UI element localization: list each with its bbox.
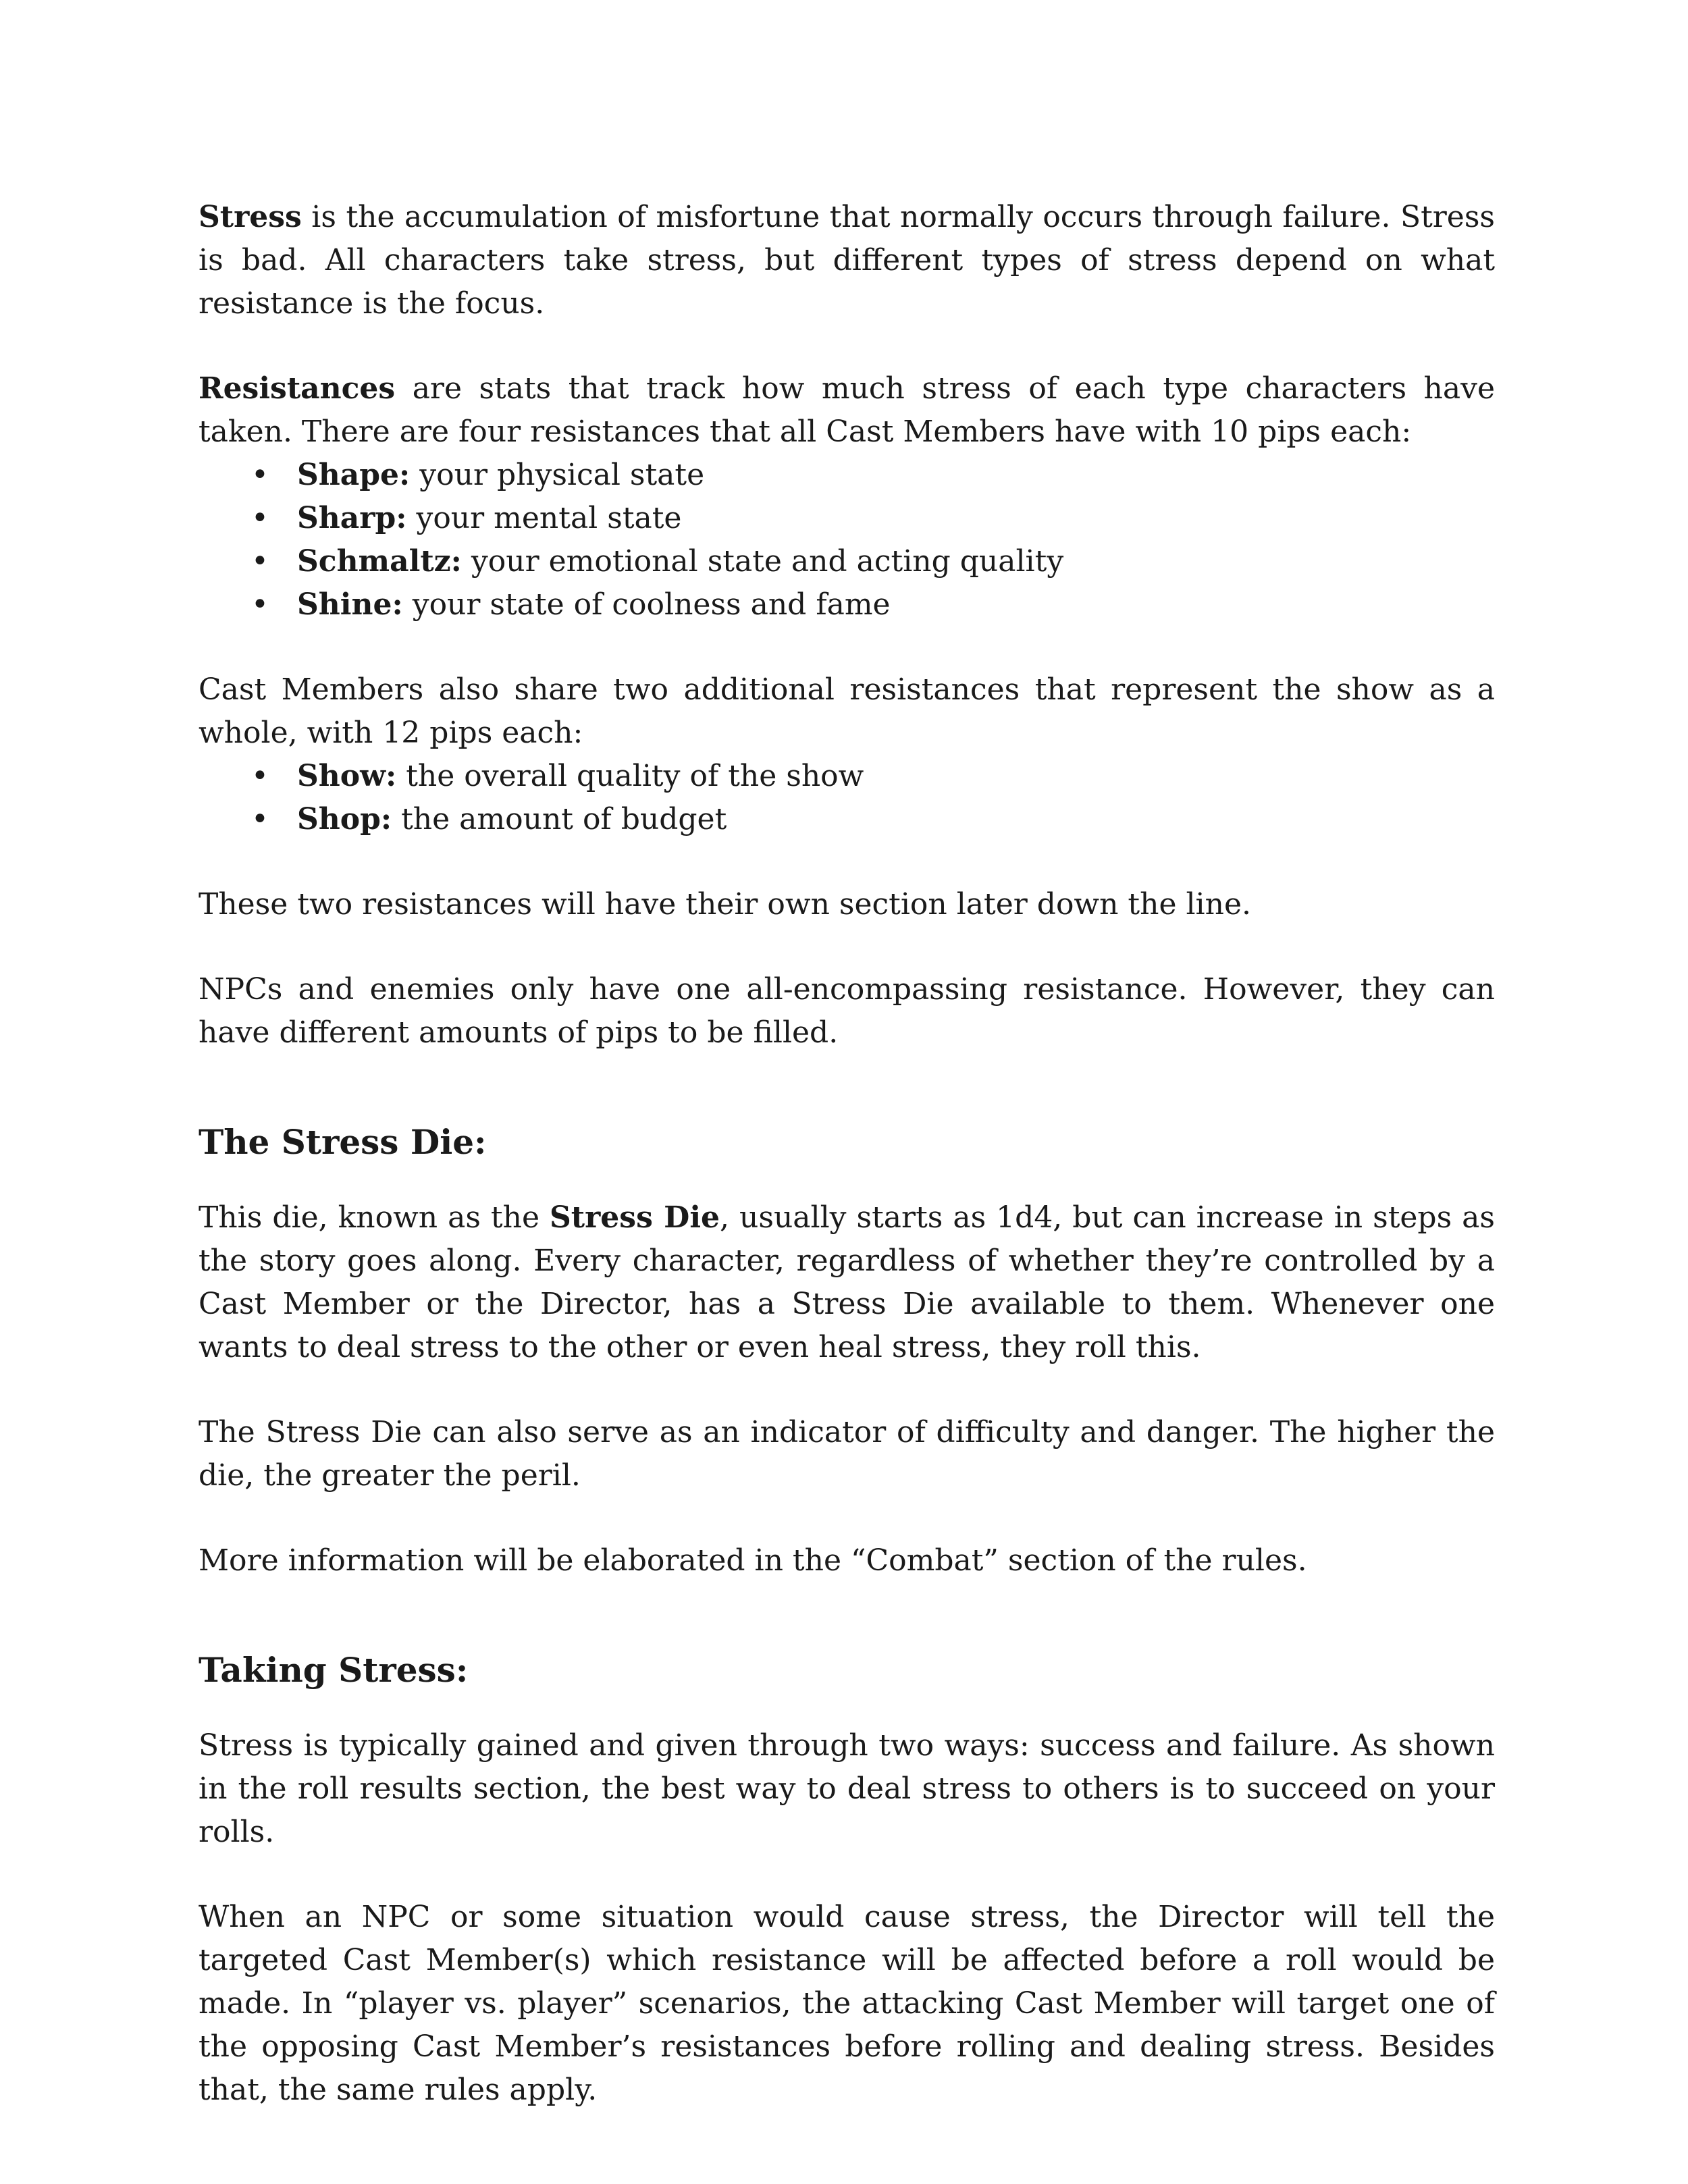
list-item	[199, 454, 1495, 497]
shared-resistances-note: These two resistances will have their own section later down the line.	[199, 887, 1251, 922]
resistance-label: Show:	[297, 759, 397, 793]
npc-resistance-paragraph: NPCs and enemies only have one all-encompassing resistance. However, they can have different amounts of pips to be filled.	[199, 972, 1495, 1050]
personal-resistances-list	[199, 454, 1495, 627]
shared-resistances-list	[199, 755, 1495, 841]
resistance-description: your state of coolness and fame	[402, 587, 891, 622]
resistance-description: the amount of budget	[392, 802, 727, 836]
stress-term: Stress	[199, 200, 302, 234]
document-page	[199, 196, 1495, 2154]
taking-stress-heading: Taking Stress:	[199, 1650, 469, 1690]
shared-resistances-paragraph: Cast Members also share two additional resistances that represent the show as a whole, with 12 pips each:	[199, 672, 1495, 750]
resistances-definition-text: are stats that track how much stress of each type characters have taken. There are four resistances that all Cast Members have with 10 pips each:	[199, 371, 1495, 449]
resistances-term: Resistances	[199, 371, 396, 406]
resistance-description: your mental state	[406, 501, 682, 535]
resistance-label: Sharp:	[297, 501, 407, 535]
resistance-label: Shine:	[297, 587, 403, 622]
resistance-description: the overall quality of the show	[396, 759, 864, 793]
bullet-icon: •	[251, 544, 269, 579]
resistance-label: Shape:	[297, 458, 411, 492]
taking-stress-paragraph: Stress is typically gained and given through two ways: success and failure. As shown in the roll results section, the best way to deal stress to others is to succeed on your rolls.	[199, 1728, 1495, 1849]
bullet-icon: •	[251, 587, 269, 622]
bullet-icon: •	[251, 759, 269, 793]
stress-die-term: Stress Die	[550, 1200, 720, 1235]
resistance-description: your physical state	[410, 458, 705, 492]
npc-stress-paragraph: When an NPC or some situation would cause stress, the Director will tell the targeted Cast Member(s) which resistance will be affected before a roll would be made. In “player vs. player” scenarios, the attacking Cast Member will target one of the opposing Cast Member’s resistances before rolling and dealing stress. Besides that, the same rules apply.	[199, 1900, 1495, 2107]
stress-definition-paragraph	[199, 196, 1495, 325]
resistance-description: your emotional state and acting quality	[461, 544, 1064, 579]
list-item	[199, 755, 1495, 798]
resistance-label: Shop:	[297, 802, 392, 836]
stress-die-text-post: , usually starts as 1d4, but can increase in steps as the story goes along. Every character, regardless of whether they’re controlled by a Cast Member or the Director, has a Stress Die available to them. Whenever one wants to deal stress to the other or even heal stress, they roll this.	[199, 1200, 1495, 1364]
list-item	[199, 798, 1495, 841]
list-item	[199, 540, 1495, 583]
resistance-label: Schmaltz:	[297, 544, 462, 579]
bullet-icon: •	[251, 458, 269, 492]
bullet-icon: •	[251, 802, 269, 836]
stress-die-heading: The Stress Die:	[199, 1122, 487, 1162]
stress-die-paragraph	[199, 1196, 1495, 1369]
combat-reference-paragraph: More information will be elaborated in the “Combat” section of the rules.	[199, 1543, 1307, 1578]
stress-die-difficulty-paragraph: The Stress Die can also serve as an indicator of difficulty and danger. The higher the die, the greater the peril.	[199, 1415, 1495, 1493]
list-item	[199, 583, 1495, 627]
stress-die-text-pre: This die, known as the	[199, 1200, 550, 1235]
list-item	[199, 497, 1495, 540]
resistances-definition-paragraph	[199, 367, 1495, 454]
bullet-icon: •	[251, 501, 269, 535]
stress-definition-text: is the accumulation of misfortune that normally occurs through failure. Stress is bad. All characters take stress, but different types of stress depend on what resistance is the focus.	[199, 200, 1495, 321]
